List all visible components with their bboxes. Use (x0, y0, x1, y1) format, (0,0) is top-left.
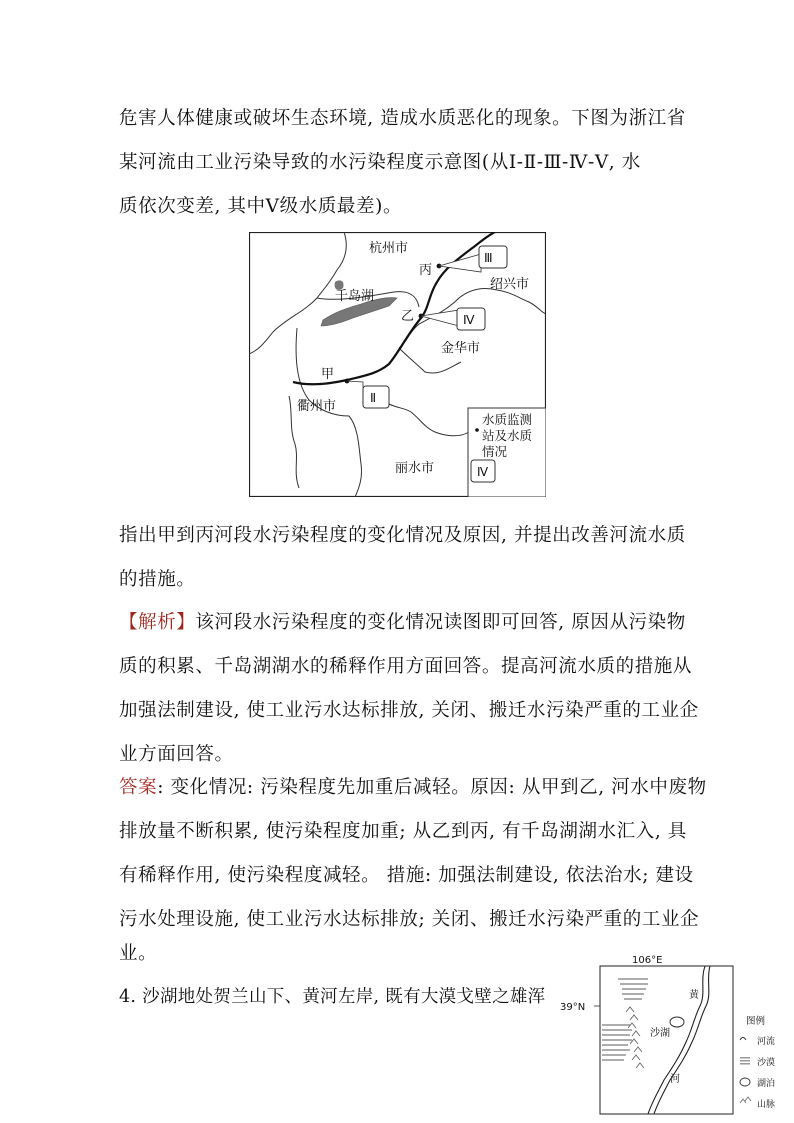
label-lishui: 丽水市 (395, 461, 435, 476)
label-jia: 甲 (321, 367, 335, 382)
grade-jia: Ⅱ (370, 390, 377, 405)
grade-bing: Ⅲ (484, 250, 493, 265)
label-106e: 106°E (632, 955, 663, 966)
answer-text: : 变化情况: 污染程度先加重后减轻。原因: 从甲到乙, 河水中废物 (157, 777, 707, 798)
legend-text-2: 站及水质 (482, 428, 533, 443)
question-line-2: 的措施。 (119, 569, 196, 590)
shahu-lake (670, 1017, 684, 1027)
zhejiang-pollution-map (249, 232, 546, 497)
intro-line-2: 某河流由工业污染导致的水污染程度示意图(从Ⅰ-Ⅱ-Ⅲ-Ⅳ-Ⅴ, 水 (119, 152, 641, 173)
legend-mountain-symbol (740, 1097, 751, 1103)
label-jinhua: 金华市 (441, 341, 481, 356)
legend-station-dot (475, 428, 479, 432)
label-hangzhou: 杭州市 (369, 241, 409, 256)
label-39n: 39°N (560, 1002, 586, 1013)
label-quzhou: 衢州市 (297, 399, 337, 414)
legend-mountain: 山脉 (757, 1100, 776, 1110)
question-line-1: 指出甲到丙河段水污染程度的变化情况及原因, 并提出改善河流水质 (119, 525, 686, 546)
answer-line-5: 业。 (119, 943, 158, 964)
legend-desert-symbol (740, 1057, 750, 1065)
label-qiandao-lake: 千岛湖 (335, 289, 375, 304)
answer-line-4: 污水处理设施, 使工业污水达标排放; 关闭、搬迁水污染严重的工业企 (119, 909, 700, 930)
legend-title: 图例 (746, 1016, 766, 1027)
legend-text-3: 情况 (482, 444, 508, 459)
label-he: 河 (670, 1074, 680, 1085)
intro-line-1: 危害人体健康或破坏生态环境, 造成水质恶化的现象。下图为浙江省 (119, 108, 686, 129)
answer-line-2: 排放量不断积累, 使污染程度加重; 从乙到丙, 有千岛湖湖水汇入, 具 (119, 821, 687, 842)
analysis-line-3: 加强法制建设, 使工业污水达标排放, 关闭、搬迁水污染严重的工业企 (119, 700, 699, 721)
legend-desert: 沙漠 (757, 1058, 776, 1068)
question-4-line-1: 4. 沙湖地处贺兰山下、黄河左岸, 既有大漠戈壁之雄浑 (119, 987, 546, 1007)
legend-lake-symbol (740, 1078, 750, 1086)
legend-text-1: 水质监测 (482, 412, 533, 427)
label-yi: 乙 (401, 309, 415, 324)
legend-lake: 湖泊 (757, 1079, 776, 1089)
label-shahu: 沙湖 (650, 1028, 670, 1039)
analysis-line-4: 业方面回答。 (119, 744, 234, 765)
answer-tag: 答案 (119, 777, 158, 798)
label-bing: 丙 (419, 263, 433, 278)
label-shaoxing: 绍兴市 (490, 277, 530, 292)
answer-line-3: 有稀释作用, 使污染程度减轻。 措施: 加强法制建设, 依法治水; 建设 (119, 865, 694, 886)
intro-line-3: 质依次变差, 其中Ⅴ级水质最差)。 (119, 196, 403, 217)
analysis-line-1 (119, 608, 686, 634)
grade-yi: Ⅳ (463, 312, 475, 327)
analysis-text: 该河段水污染程度的变化情况读图即可回答, 原因从污染物 (195, 612, 686, 633)
shahu-map (560, 950, 790, 1120)
analysis-line-2: 质的积累、千岛湖湖水的稀释作用方面回答。提高河流水质的措施从 (119, 656, 693, 677)
analysis-tag: 【解析】 (119, 612, 196, 633)
label-huang: 黄 (689, 990, 699, 1001)
legend-grade: Ⅳ (477, 465, 489, 479)
legend-river-symbol (740, 1038, 746, 1041)
legend-river: 河流 (757, 1037, 776, 1047)
answer-line-1 (119, 773, 707, 799)
